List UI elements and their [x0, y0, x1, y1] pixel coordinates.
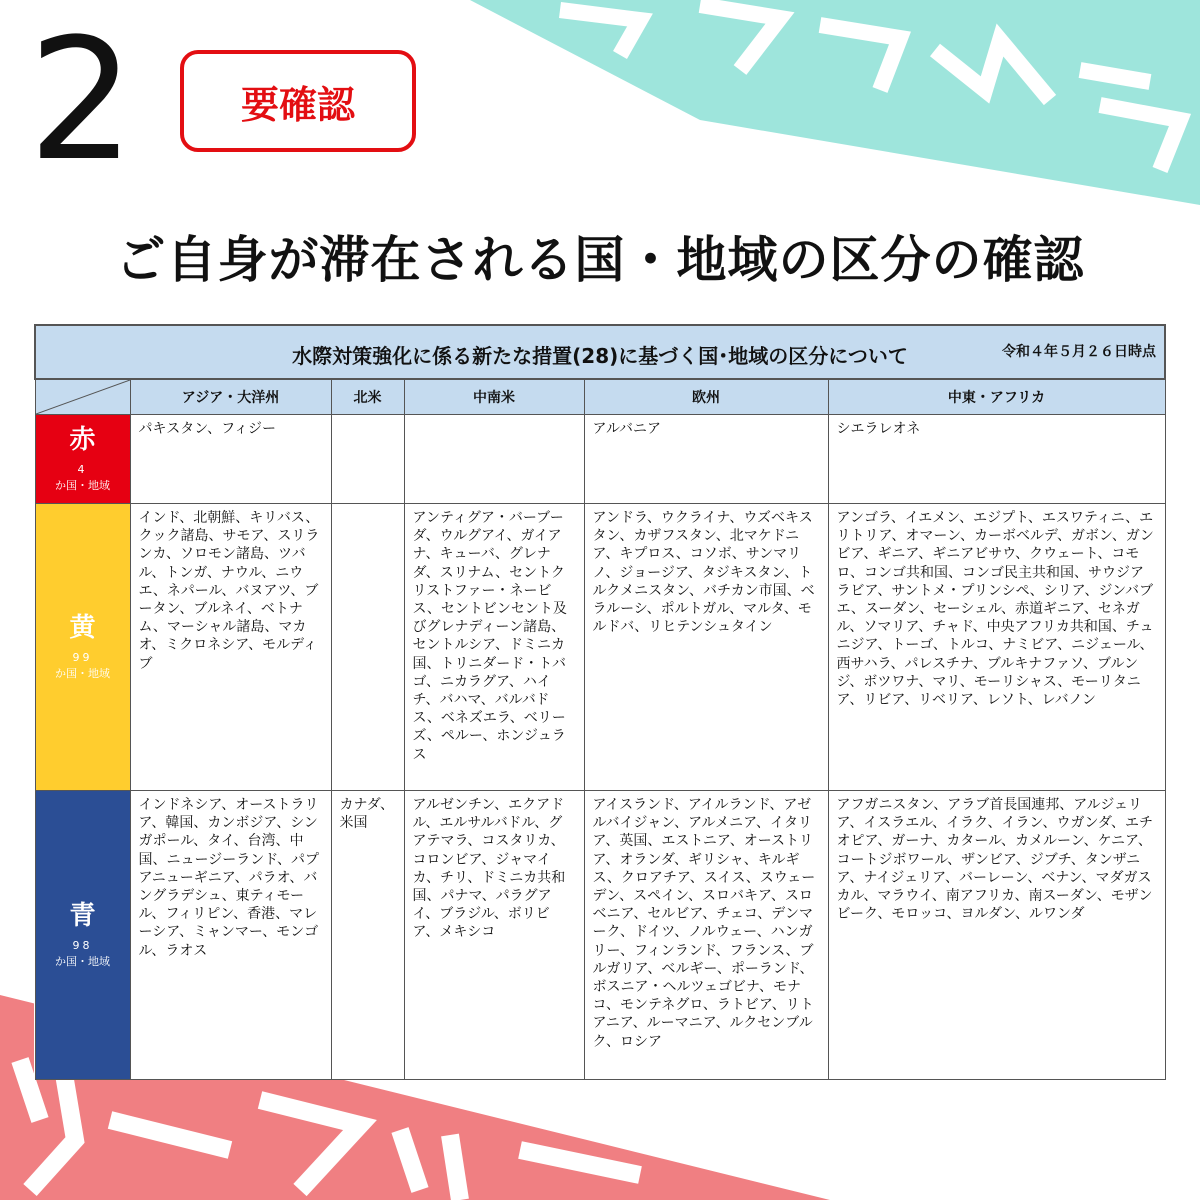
category-yellow [35, 504, 130, 791]
page-title: ご自身が滞在される国・地域の区分の確認 [115, 231, 1085, 289]
table-row-blue [35, 791, 1165, 1080]
category-count: 4 [77, 463, 88, 476]
cell-countries: アルゼンチン、エクアドル、エルサルバドル、グアテマラ、コスタリカ、コロンビア、ジャマイカ、チリ、ドミニカ共和国、パナマ、パラグアイ、ブラジル、ボリビア、メキシコ [412, 797, 566, 941]
table-caption-cell [35, 325, 1165, 379]
table-cell [331, 415, 404, 504]
cell-countries [405, 415, 584, 425]
table-caption: 水際対策強化に係る新たな措置(28)に基づく国･地域の区分について [292, 344, 908, 368]
table-date: 令和４年５月２６日時点 [1002, 344, 1157, 360]
table-cell [404, 415, 584, 504]
cell-countries: アンゴラ、イエメン、エジプト、エスワティニ、エリトリア、オマーン、カーボベルデ、ガボン、ガンビア、ギニア、ギニアビサウ、クウェート、コモロ、コンゴ共和国、コンゴ民主共和国、サウジアラビア、サントメ・プリンシペ、シリア、ジンバブエ、スーダン、セーシェル、赤道ギニア、セネガル、ソマリア、チャド、中央アフリカ共和国、チュニジア、トーゴ、トルコ、ナミビア、ニジェール、西サハラ、パレスチナ、ブルキナファソ、ブルンジ、ボツワナ、マリ、モーリシャス、モーリタニア、リビア、リベリア、レソト、レバノン [836, 510, 1154, 709]
region-classification-table [34, 324, 1166, 1080]
category-label: 黄 [69, 613, 96, 643]
table-cell [404, 791, 584, 1080]
cell-countries: カナダ、米国 [339, 797, 394, 832]
column-header-europe: 欧州 [584, 379, 828, 415]
category-unit: か国・地域 [55, 479, 110, 492]
column-header-north-america: 北米 [331, 379, 404, 415]
cell-countries: アイスランド、アイルランド、アゼルバイジャン、アルメニア、イタリア、英国、エストニア、オーストリア、オランダ、ギリシャ、キルギス、クロアチア、スイス、スウェーデン、スペイン、スロバキア、スロベニア、セルビア、チェコ、デンマーク、ドイツ、ノルウェー、ハンガリー、フィンランド、フランス、ブルガリア、ベルギー、ポーランド、ボスニア・ヘルツェゴビナ、モナコ、モンテネグロ、ラトビア、リトアニア、ルーマニア、ルクセンブルク、ロシア [592, 797, 816, 1050]
table-cell [828, 791, 1165, 1080]
category-blue [35, 791, 130, 1080]
cell-countries [332, 415, 404, 425]
table-cell [828, 415, 1165, 504]
table-caption-row [35, 325, 1165, 379]
cell-countries: シエラレオネ [836, 421, 921, 437]
column-header-latin-america: 中南米 [404, 379, 584, 415]
table-row-red [35, 415, 1165, 504]
category-label: 青 [69, 901, 96, 931]
category-label: 赤 [69, 425, 96, 455]
table-cell [130, 504, 331, 791]
category-unit: か国・地域 [55, 955, 110, 968]
table-cell [331, 504, 404, 791]
table-cell [331, 791, 404, 1080]
cell-countries: アフガニスタン、アラブ首長国連邦、アルジェリア、イスラエル、イラク、イラン、ウガンダ、エチオピア、ガーナ、カタール、カメルーン、ケニア、コートジボワール、ザンビア、ジブチ、タンザニア、ナイジェリア、バーレーン、ベナン、マダガスカル、マラウイ、南アフリカ、南スーダン、モザンビーク、モロッコ、ヨルダン、ルワンダ [836, 797, 1154, 923]
column-header-middle-east-africa: 中東・アフリカ [828, 379, 1165, 415]
cell-countries: アンドラ、ウクライナ、ウズベキスタン、カザフスタン、北マケドニア、キプロス、コソボ、サンマリノ、ジョージア、タジキスタン、トルクメニスタン、バチカン市国、ベラルーシ、ポルトガル、マルタ、モルドバ、リヒテンシュタイン [592, 510, 815, 636]
table-row-yellow [35, 504, 1165, 791]
cell-countries: インドネシア、オーストラリア、韓国、カンボジア、シンガポール、タイ、台湾、中国、ニュージーランド、パプアニューギニア、パラオ、バングラデシュ、東ティモール、フィリピン、香港、マレーシア、ミャンマー、モンゴル、ラオス [138, 797, 319, 959]
table-cell [584, 415, 828, 504]
table-cell [130, 791, 331, 1080]
category-red [35, 415, 130, 504]
category-count: 98 [72, 939, 93, 952]
table-cell [584, 504, 828, 791]
column-header-row [35, 379, 1165, 415]
diagonal-divider [36, 380, 130, 414]
category-count: 99 [72, 651, 93, 664]
column-header-asia-pacific: アジア・大洋州 [130, 379, 331, 415]
cell-countries: パキスタン、フィジー [138, 421, 276, 437]
category-unit: か国・地域 [55, 667, 110, 680]
table-cell [130, 415, 331, 504]
step-number: 2 [28, 2, 131, 198]
table-cell [584, 791, 828, 1080]
confirmation-required-badge: 要確認 [180, 50, 416, 152]
table-cell [404, 504, 584, 791]
cell-countries: アルバニア [592, 421, 661, 437]
table-cell [828, 504, 1165, 791]
cell-countries [332, 504, 404, 514]
corner-header [35, 379, 130, 415]
cell-countries: インド、北朝鮮、キリバス、クック諸島、サモア、スリランカ、ソロモン諸島、ツバル、トンガ、ナウル、ニウエ、ネパール、バヌアツ、ブータン、ブルネイ、ベトナム、マーシャル諸島、マカオ、ミクロネシア、モルディブ [138, 510, 320, 672]
cell-countries: アンティグア・バーブーダ、ウルグアイ、ガイアナ、キューバ、グレナダ、スリナム、セントクリストファー・ネービス、セントビンセント及びグレナディーン諸島、セントルシア、ドミニカ国、トリニダード・トバゴ、ニカラグア、ハイチ、バハマ、バルバドス、ベネズエラ、ベリーズ、ペルー、ホンジュラス [412, 510, 567, 763]
